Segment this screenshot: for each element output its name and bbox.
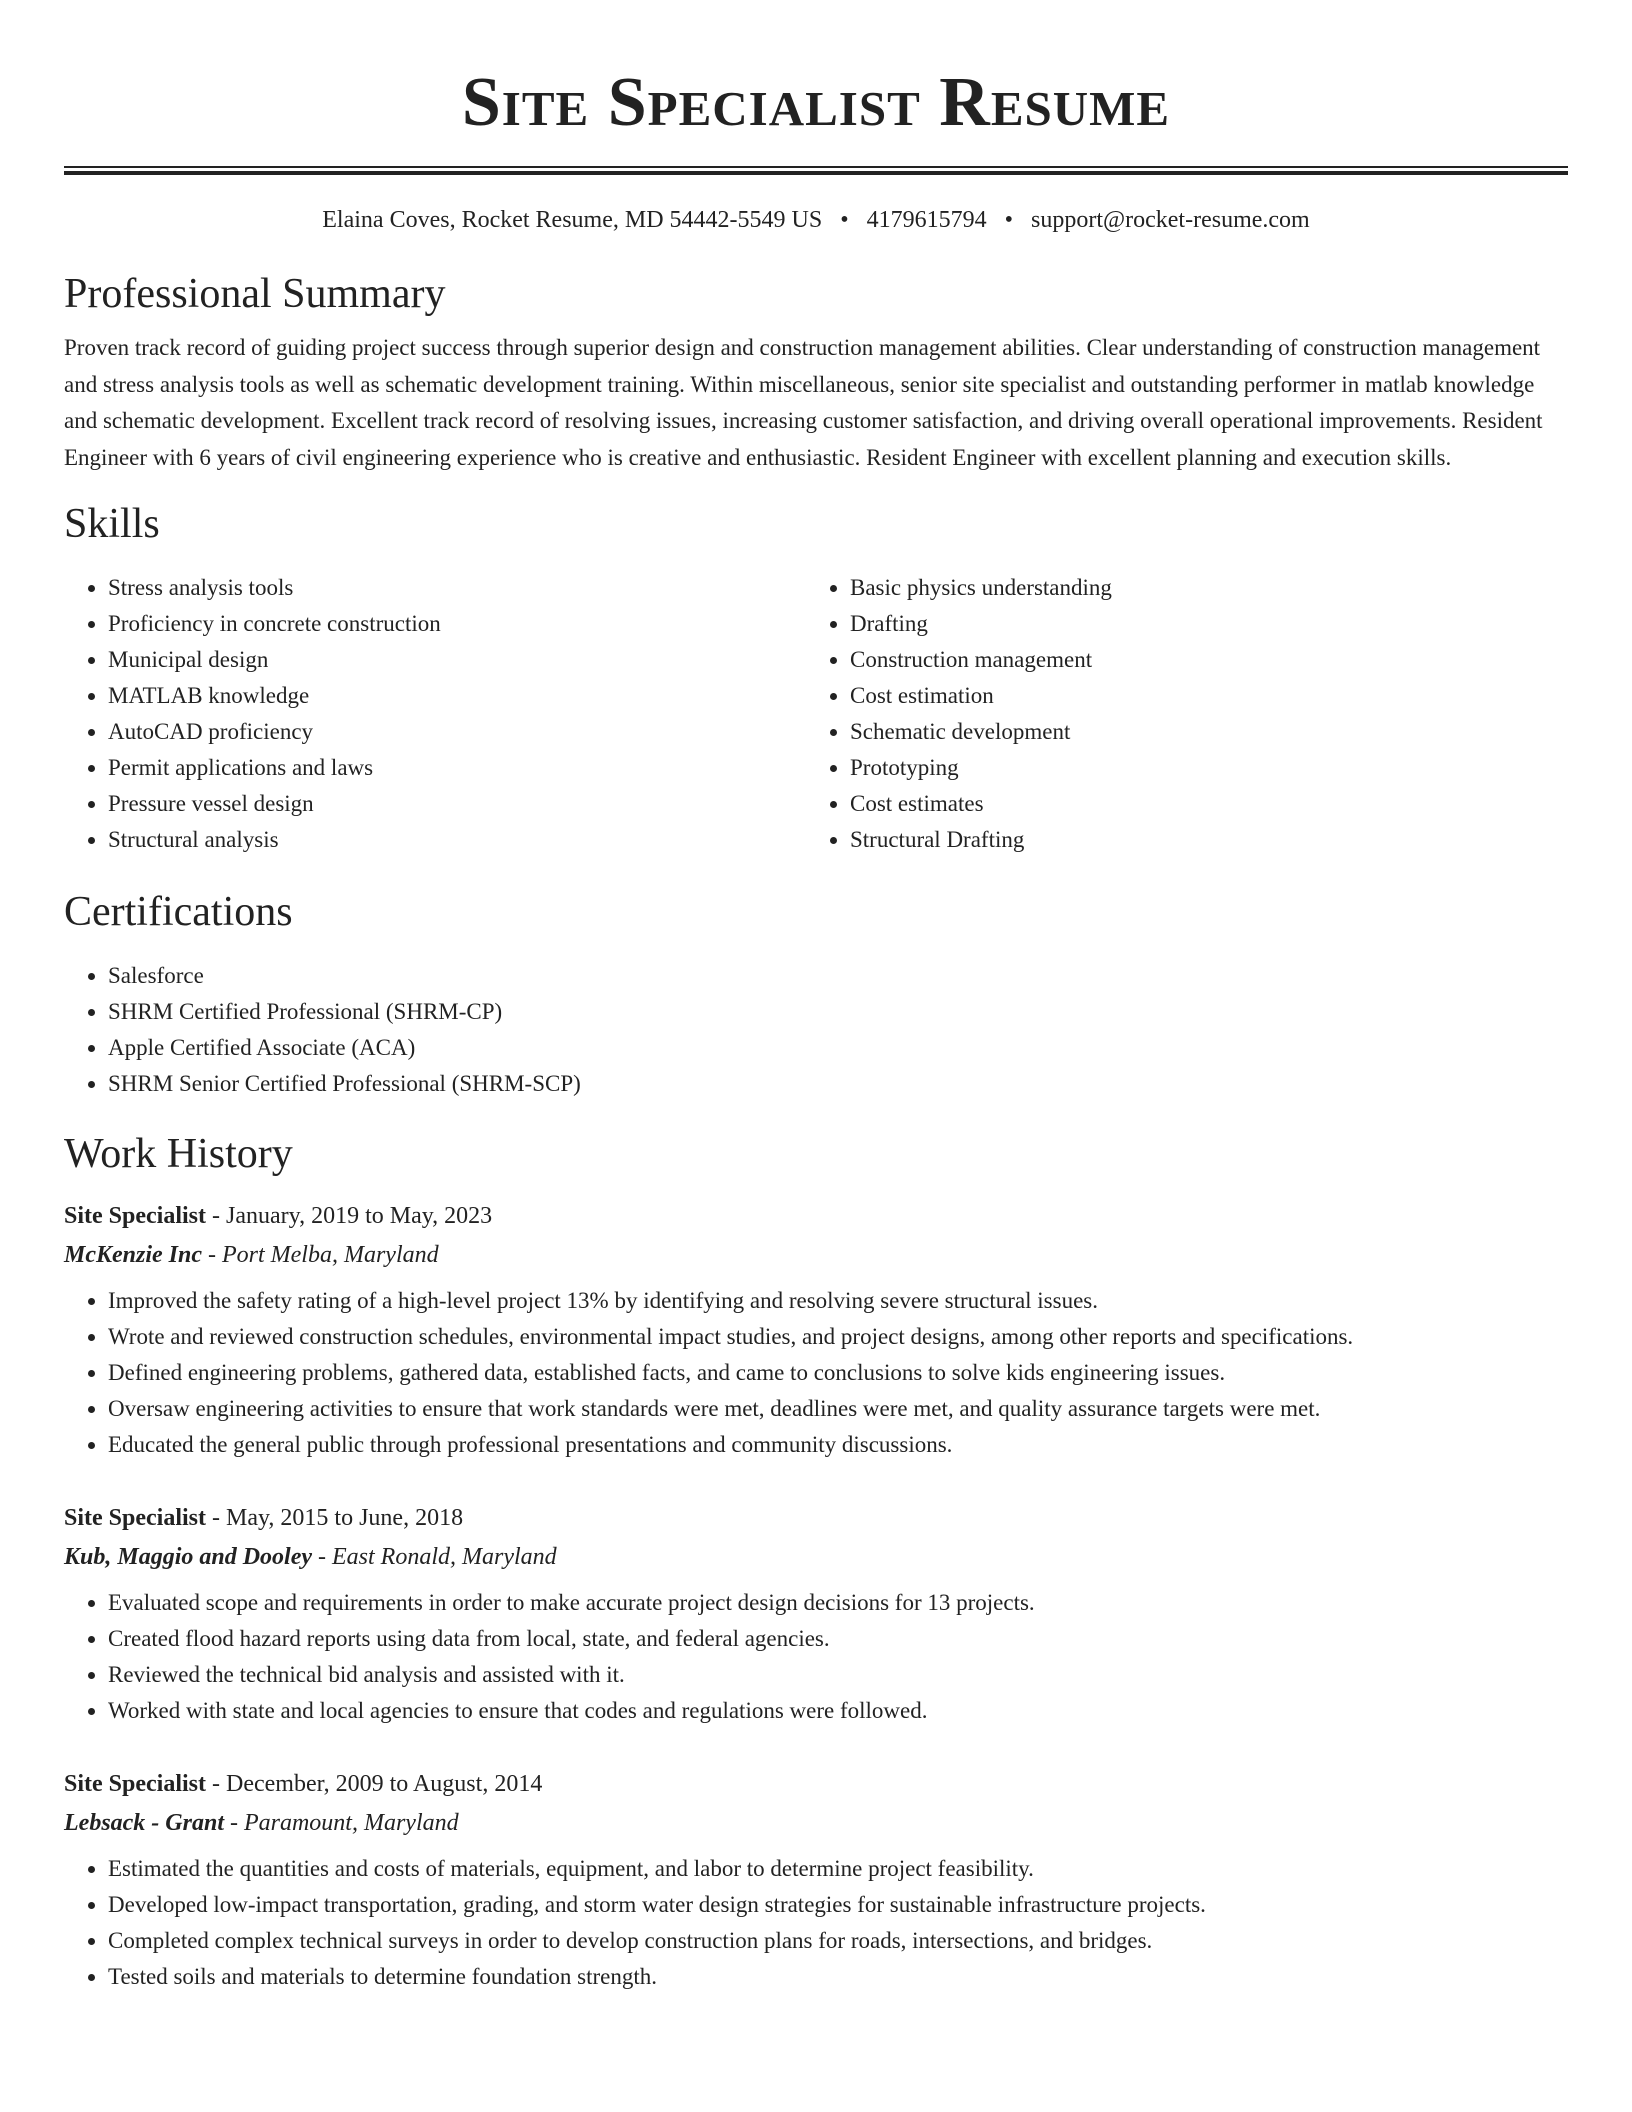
skill-item: • Permit applications and laws xyxy=(108,750,806,786)
job-bullet: • Tested soils and materials to determine foundation strength. xyxy=(108,1959,1568,1995)
certification-item: • SHRM Certified Professional (SHRM-CP) xyxy=(108,994,1568,1030)
certification-item: • SHRM Senior Certified Professional (SHRM-SCP) xyxy=(108,1066,1568,1102)
job-bullet: • Reviewed the technical bid analysis and assisted with it. xyxy=(108,1657,1568,1693)
skill-item: • Drafting xyxy=(850,606,1548,642)
job-bullet: • Completed complex technical surveys in order to develop construction plans for roads, intersections, and bridges. xyxy=(108,1923,1568,1959)
certifications-heading: Certifications xyxy=(64,889,293,935)
document-title: Site Specialist Resume xyxy=(461,64,1171,141)
job-company-line xyxy=(64,1235,1568,1275)
skill-item: • Basic physics understanding xyxy=(850,570,1548,606)
summary-heading: Professional Summary xyxy=(64,271,446,317)
certification-item: • Apple Certified Associate (ACA) xyxy=(108,1030,1568,1066)
skill-item: • Municipal design xyxy=(108,642,806,678)
skill-item: • Proficiency in concrete construction xyxy=(108,606,806,642)
job-company: Kub, Maggio and Dooley xyxy=(64,1544,313,1570)
job-bullets xyxy=(64,1585,1568,1729)
job-title-line xyxy=(64,1499,1568,1537)
skill-item: • Structural Drafting xyxy=(850,822,1548,858)
job-company: Lebsack - Grant xyxy=(64,1810,224,1836)
job-title-line xyxy=(64,1197,1568,1235)
skills-list-left xyxy=(64,570,806,858)
skill-item: • Construction management xyxy=(850,642,1548,678)
skill-item: • Stress analysis tools xyxy=(108,570,806,606)
job-dates: - December, 2009 to August, 2014 xyxy=(206,1771,543,1797)
skill-item: • Schematic development xyxy=(850,714,1548,750)
work-history-heading: Work History xyxy=(64,1131,293,1177)
job-entry xyxy=(64,1197,1568,1463)
skill-item: • Cost estimation xyxy=(850,678,1548,714)
job-bullet: • Oversaw engineering activities to ensure that work standards were met, deadlines were met, and quality assurance targets were met. xyxy=(108,1391,1568,1427)
job-bullet: • Worked with state and local agencies to ensure that codes and regulations were followed. xyxy=(108,1693,1568,1729)
job-company: McKenzie Inc xyxy=(64,1242,202,1268)
job-bullet: • Educated the general public through professional presentations and community discussions. xyxy=(108,1427,1568,1463)
skill-item: • Cost estimates xyxy=(850,786,1548,822)
certification-item: • Salesforce xyxy=(108,958,1568,994)
skill-item: • Structural analysis xyxy=(108,822,806,858)
contact-phone: 4179615794 xyxy=(866,207,987,233)
certifications-section xyxy=(64,886,1568,1102)
skills-column-left xyxy=(64,570,806,858)
summary-text: Proven track record of guiding project success through superior design and construction management abilities. Clear understanding of construction management and stress analysis tools as well as schematic development training. Within miscellaneous, senior site specialist and outstanding performer in matlab knowledge and schematic development. Excellent track record of resolving issues, increasing customer satisfaction, and driving overall operational improvements. Resident Engineer with 6 years of civil engineering experience who is creative and enthusiastic. Resident Engineer with excellent planning and execution skills. xyxy=(64,335,1543,470)
contact-separator: • xyxy=(1004,207,1014,233)
job-location: - Paramount, Maryland xyxy=(223,1810,459,1836)
job-dates: - January, 2019 to May, 2023 xyxy=(206,1203,493,1229)
job-bullets xyxy=(64,1851,1568,1995)
job-company-line xyxy=(64,1537,1568,1577)
job-title: Site Specialist xyxy=(64,1203,206,1229)
title-divider xyxy=(64,166,1568,175)
skill-item: • Prototyping xyxy=(850,750,1548,786)
skills-section xyxy=(64,498,1568,858)
job-bullet: • Wrote and reviewed construction schedules, environmental impact studies, and project designs, among other reports and specifications. xyxy=(108,1319,1568,1355)
skill-item: • Pressure vessel design xyxy=(108,786,806,822)
job-dates: - May, 2015 to June, 2018 xyxy=(206,1505,464,1531)
skills-columns xyxy=(64,570,1568,858)
work-history-section xyxy=(64,1128,1568,1995)
skill-item: • AutoCAD proficiency xyxy=(108,714,806,750)
skill-item: • MATLAB knowledge xyxy=(108,678,806,714)
job-bullet: • Improved the safety rating of a high-level project 13% by identifying and resolving severe structural issues. xyxy=(108,1283,1568,1319)
contact-address: Elaina Coves, Rocket Resume, MD 54442-5549 US xyxy=(322,207,823,233)
job-title: Site Specialist xyxy=(64,1505,206,1531)
job-bullet: • Defined engineering problems, gathered data, established facts, and came to conclusions to solve kids engineering issues. xyxy=(108,1355,1568,1391)
job-bullets xyxy=(64,1283,1568,1463)
summary-section xyxy=(64,268,1568,476)
resume-page xyxy=(64,0,1568,1995)
job-bullet: • Created flood hazard reports using data from local, state, and federal agencies. xyxy=(108,1621,1568,1657)
job-bullet: • Developed low-impact transportation, grading, and storm water design strategies for sustainable infrastructure projects. xyxy=(108,1887,1568,1923)
contact-line xyxy=(64,205,1568,235)
contact-separator: • xyxy=(840,207,849,233)
job-company-line xyxy=(64,1803,1568,1843)
job-bullet: • Evaluated scope and requirements in order to make accurate project design decisions for 13 projects. xyxy=(108,1585,1568,1621)
job-title-line xyxy=(64,1765,1568,1803)
job-location: - Port Melba, Maryland xyxy=(202,1242,439,1268)
skills-heading: Skills xyxy=(64,501,160,547)
job-entry xyxy=(64,1765,1568,1995)
job-entry xyxy=(64,1499,1568,1729)
job-location: - East Ronald, Maryland xyxy=(312,1544,557,1570)
certifications-list xyxy=(64,958,1568,1102)
contact-email: support@rocket-resume.com xyxy=(1031,207,1310,233)
skills-column-right xyxy=(806,570,1548,858)
job-title: Site Specialist xyxy=(64,1771,206,1797)
job-bullet: • Estimated the quantities and costs of materials, equipment, and labor to determine project feasibility. xyxy=(108,1851,1568,1887)
skills-list-right xyxy=(806,570,1548,858)
